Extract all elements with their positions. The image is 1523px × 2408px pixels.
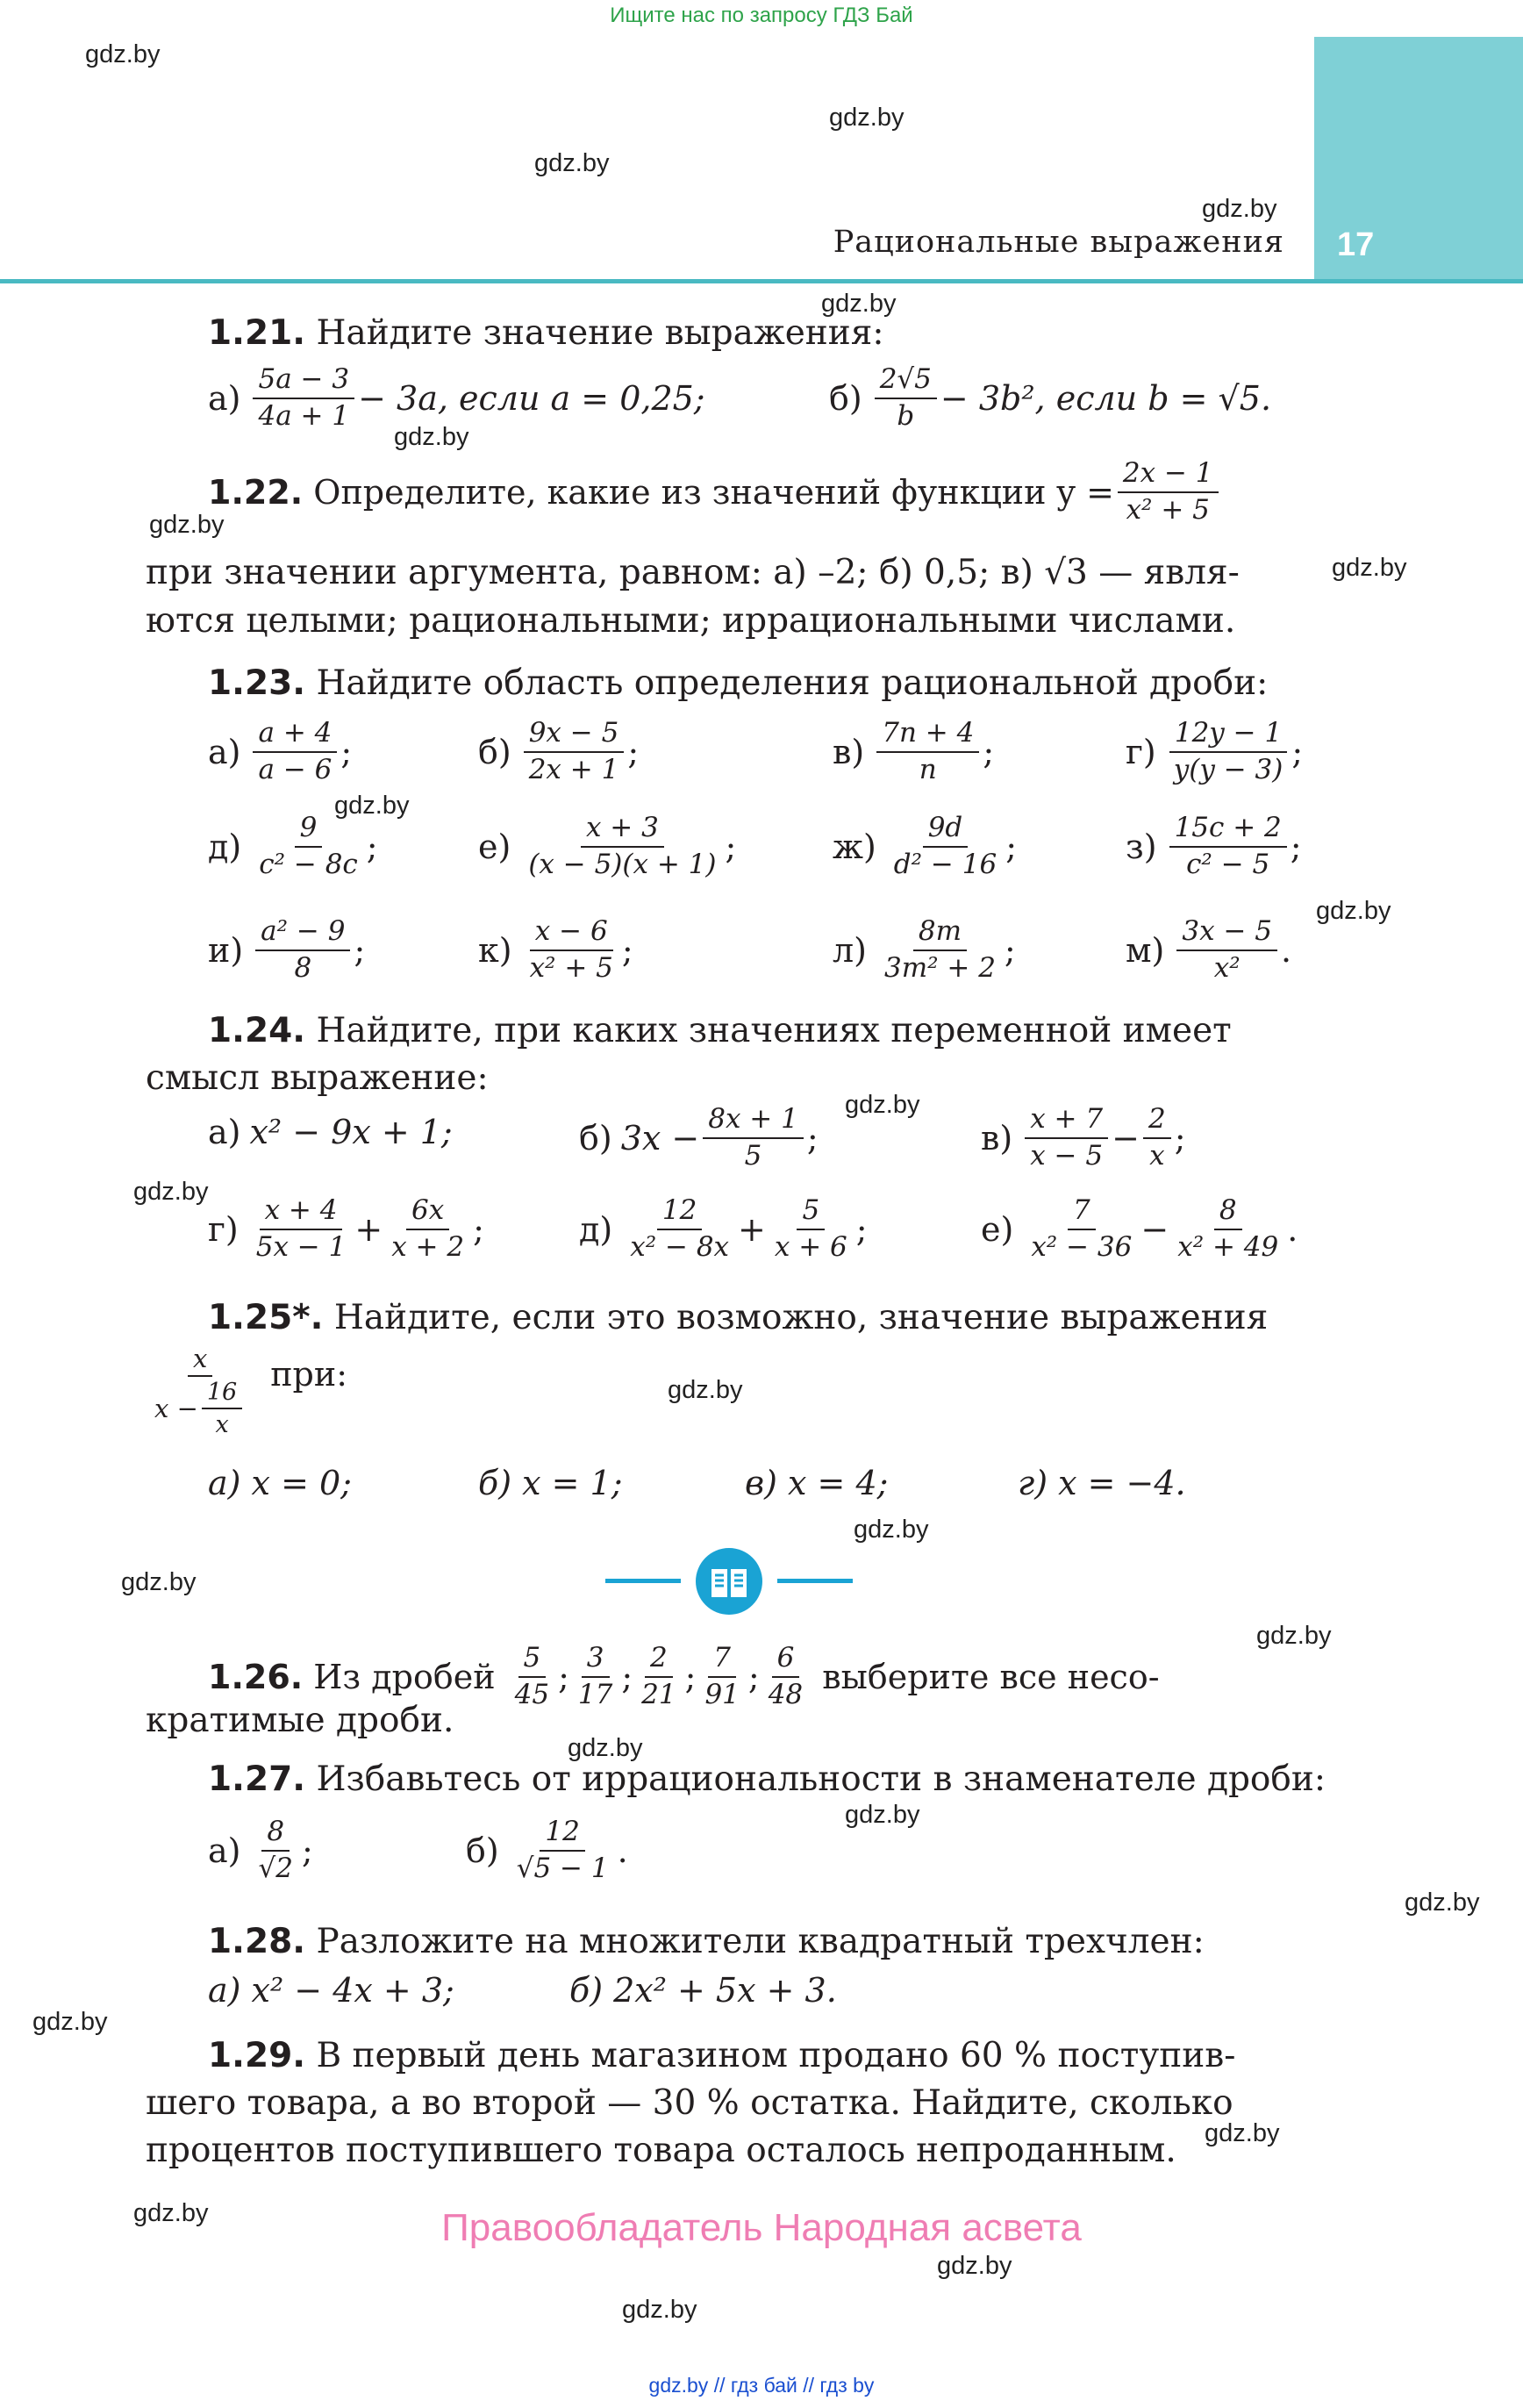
exercise-1-23-heading: 1.23. Найдите область определения рациональной дроби:	[208, 663, 1269, 703]
exercise-1-23-item: ж) $\frac{9d}{\text{d² − 16}}$ ;	[833, 812, 1018, 880]
bottom-links[interactable]: gdz.by // гдз бай // гдз by	[648, 2374, 875, 2397]
exercise-1-23-item: д) $\frac{9}{\text{c² − 8c}}$ ;	[208, 812, 378, 880]
watermark: gdz.by	[1256, 1622, 1332, 1650]
exercise-1-23-item: е) $\frac{x + 3}{(x - 5)(x + 1)}$ ;	[478, 812, 737, 880]
top-search-note: Ищите нас по запросу ГДЗ Бай	[610, 4, 913, 27]
exercise-1-24-g: г) $\frac{x + 4}{5x - 1}$ + $\frac{6x}{x + 2}$ ;	[208, 1194, 484, 1263]
exercise-1-25-b: б) x = 1;	[478, 1464, 623, 1502]
exercise-1-29-line2: шего товара, а во второй — 30 % остатка. Найдите, сколько	[146, 2083, 1233, 2123]
exercise-1-25-g: г) x = −4.	[1018, 1464, 1186, 1502]
exercise-1-23-item: м) $\frac{3x - 5}{\text{x²}}$ .	[1126, 915, 1292, 984]
exercise-1-23-item: б) $\frac{9x - 5}{2x + 1}$ ;	[478, 717, 640, 785]
watermark: gdz.by	[1316, 897, 1391, 925]
watermark: gdz.by	[1205, 2119, 1280, 2147]
watermark: gdz.by	[854, 1516, 929, 1544]
watermark: gdz.by	[85, 40, 161, 68]
running-head: Рациональные выражения	[833, 225, 1284, 260]
exercise-1-25-v: в) x = 4;	[745, 1464, 889, 1502]
exercise-1-25-a: а) x = 0;	[208, 1464, 352, 1502]
exercise-1-21-heading: 1.21. Найдите значение выражения:	[208, 313, 884, 353]
watermark: gdz.by	[622, 2296, 697, 2324]
watermark: gdz.by	[394, 423, 469, 451]
watermark: gdz.by	[937, 2252, 1012, 2280]
exercise-1-28-a: а) x² − 4x + 3;	[208, 1971, 454, 2010]
watermark: gdz.by	[668, 1376, 743, 1404]
exercise-1-25-expression: x x − $\frac{16}{x}$ при:	[154, 1344, 348, 1439]
page-number: 17	[1337, 226, 1375, 263]
exercise-1-24-b: б) 3x − $\frac{8x + 1}{5}$ ;	[579, 1103, 819, 1172]
watermark: gdz.by	[133, 2199, 209, 2227]
exercise-1-26-heading: 1.26. Из дробей $\frac{5}{45}$ ; $\frac{3}{17}$ ; $\frac{2}{21}$ ; $\frac{7}{91}$ ; $\frac{6}{48}$ выберите все несо-	[208, 1642, 1160, 1710]
divider-line-left	[605, 1579, 681, 1583]
exercise-1-25-heading: 1.25*. Найдите, если это возможно, значение выражения	[208, 1298, 1269, 1337]
exercise-1-23-item: к) $\frac{x - 6}{\text{x² + 5}}$ ;	[478, 915, 633, 984]
exercise-1-23-item: л) $\frac{8m}{\text{3m² + 2}}$ ;	[833, 915, 1016, 984]
exercise-1-29-line3: процентов поступившего товара осталось непроданным.	[146, 2131, 1176, 2170]
exercise-1-22-heading: 1.22. Определите, какие из значений функции y = $\frac{2x - 1}{\text{x² + 5}}$	[208, 458, 1222, 526]
copyright-holder: Правообладатель Народная асвета	[441, 2206, 1082, 2249]
watermark: gdz.by	[149, 511, 225, 539]
watermark: gdz.by	[534, 149, 610, 177]
book-icon	[696, 1548, 762, 1615]
exercise-1-24-e: е) $\frac{7}{\text{x² − 36}}$ − $\frac{8}{\text{x² + 49}}$ .	[981, 1194, 1298, 1263]
exercise-1-24-heading: 1.24. Найдите, при каких значениях переменной имеет	[208, 1011, 1232, 1050]
watermark: gdz.by	[133, 1178, 209, 1206]
watermark: gdz.by	[1405, 1888, 1480, 1917]
watermark: gdz.by	[1332, 554, 1407, 582]
exercise-1-22-line3: ются целыми; рациональными; иррациональными числами.	[146, 601, 1236, 641]
exercise-1-23-item: в) $\frac{7n + 4}{n}$ ;	[833, 717, 995, 785]
watermark: gdz.by	[568, 1734, 643, 1762]
divider-line-right	[777, 1579, 853, 1583]
watermark: gdz.by	[121, 1568, 197, 1596]
exercise-1-28-heading: 1.28. Разложите на множители квадратный трехчлен:	[208, 1922, 1205, 1961]
exercise-1-23-item: з) $\frac{15c + 2}{\text{c² − 5}}$ ;	[1126, 812, 1302, 880]
watermark: gdz.by	[1202, 195, 1277, 223]
exercise-1-23-item: а) $\frac{a + 4}{a - 6}$ ;	[208, 717, 353, 785]
exercise-1-24-line2: смысл выражение:	[146, 1058, 489, 1098]
exercise-1-21-a: а) $\frac{5a - 3}{4a + 1}$ − 3a, если a = 0,25;	[208, 363, 705, 432]
exercise-1-23-item: г) $\frac{12y - 1}{y(y - 3)}$ ;	[1126, 717, 1304, 785]
watermark: gdz.by	[845, 1091, 920, 1119]
watermark: gdz.by	[829, 104, 905, 132]
exercise-1-27-heading: 1.27. Избавьтесь от иррациональности в знаменателе дроби:	[208, 1759, 1326, 1799]
exercise-1-23-item: и) $\frac{\text{a² − 9}}{8}$ ;	[208, 915, 366, 984]
exercise-1-27-b: б) $\frac{12}{√5 - 1}$ .	[466, 1816, 628, 1884]
exercise-1-28-b: б) 2x² + 5x + 3.	[569, 1971, 837, 2010]
watermark: gdz.by	[32, 2008, 108, 2036]
header-rule	[0, 279, 1523, 283]
exercise-1-21-b: б) $\frac{2√5}{b}$ − 3b², если b = √5.	[829, 363, 1272, 432]
exercise-1-24-d: д) $\frac{12}{\text{x² − 8x}}$ + $\frac{5}{x + 6}$ ;	[579, 1194, 868, 1263]
watermark: gdz.by	[845, 1801, 920, 1829]
exercise-1-26-line2: кратимые дроби.	[146, 1701, 454, 1740]
watermark: gdz.by	[334, 792, 410, 820]
exercise-1-24-a: а) x² − 9x + 1;	[208, 1113, 453, 1151]
exercise-1-22-line2: при значении аргумента, равном: а) –2; б) 0,5; в) √3 — явля-	[146, 553, 1240, 592]
exercise-1-27-a: а) $\frac{8}{√2}$ ;	[208, 1816, 313, 1884]
exercise-1-29-line1: 1.29. В первый день магазином продано 60 % поступив-	[208, 2036, 1236, 2075]
exercise-1-24-v: в) $\frac{x + 7}{x - 5}$ − $\frac{2}{x}$ ;	[981, 1103, 1186, 1172]
watermark: gdz.by	[821, 290, 897, 318]
